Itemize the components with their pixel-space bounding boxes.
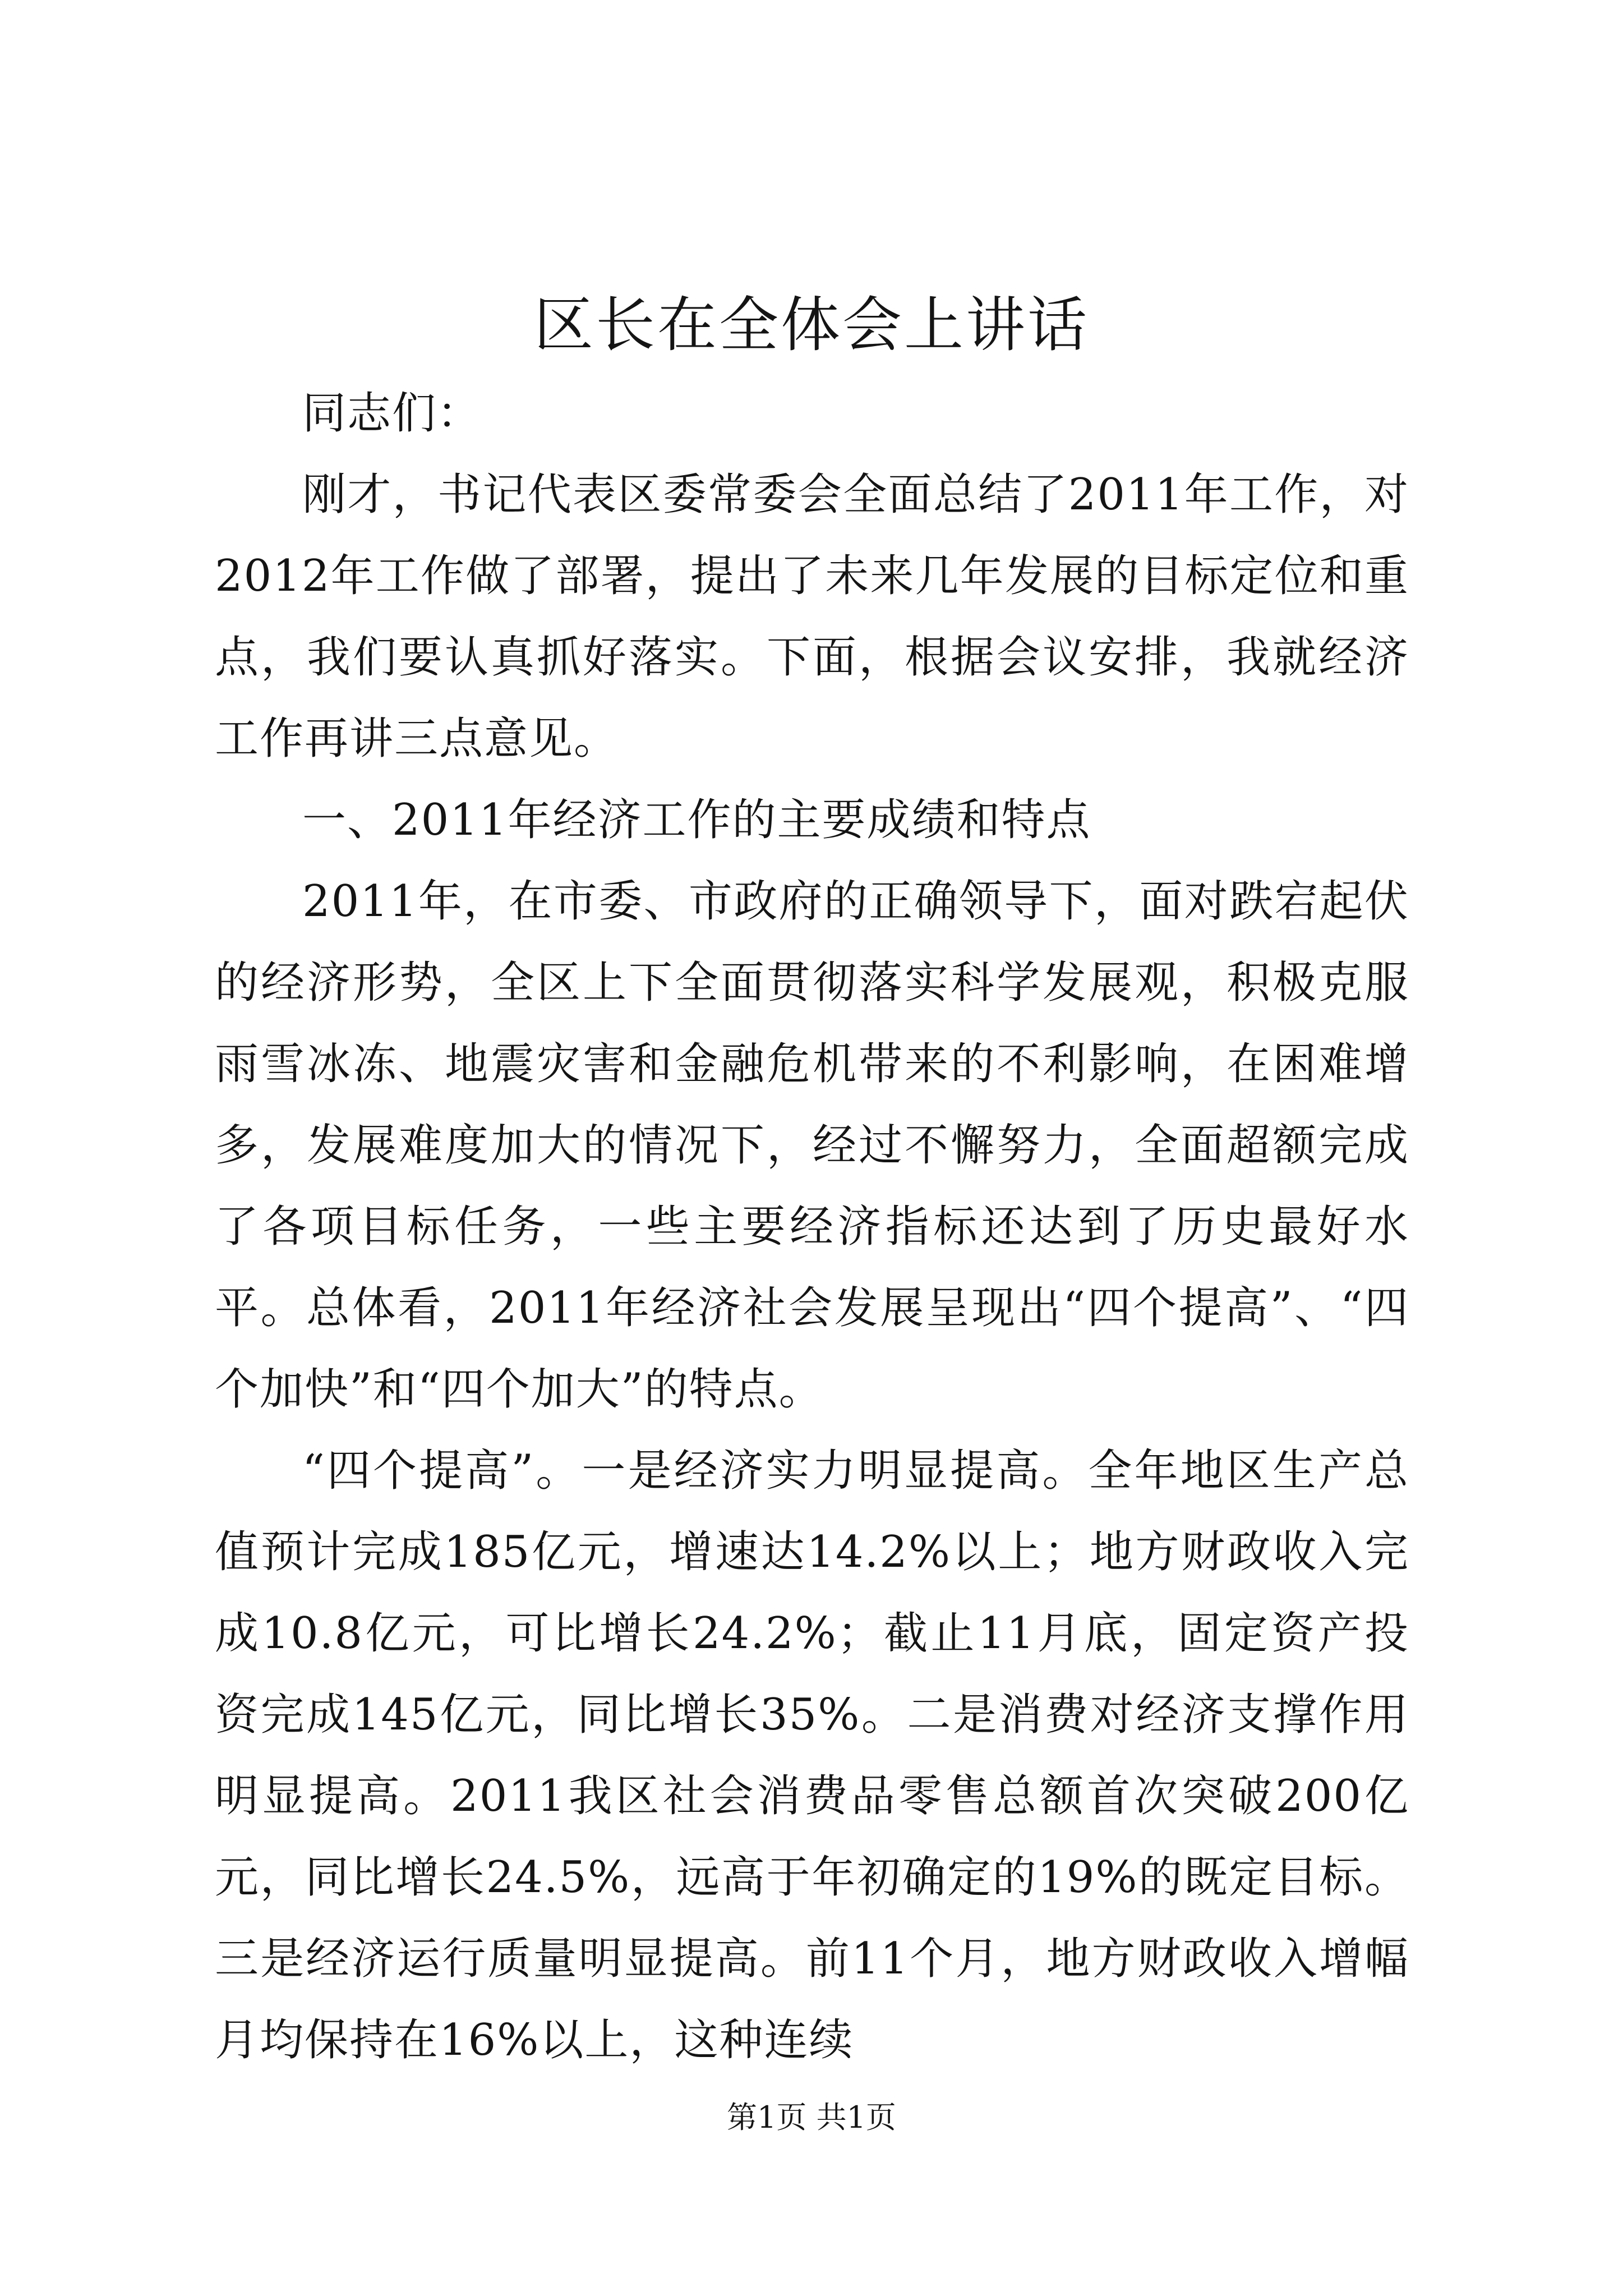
document-title: 区长在全体会上讲话 (534, 291, 1089, 360)
salutation-paragraph: 同志们： (302, 388, 482, 439)
section-heading: 一、2011年经济工作的主要成绩和特点 (302, 795, 1091, 845)
page-footer: 第1页 共1页 (727, 2100, 896, 2135)
body-paragraph: 2011年，在市委、市政府的正确领导下，面对跌宕起伏的经济形势，全区上下全面贯彻落实科学发展观，积极克服雨雪冰冻、地震灾害和金融危机带来的不利影响，在困难增多，发展难度加大的情况下，经过不懈努力，全面超额完成了各项目标任务，一些主要经济指标还达到了历史最好水平。总体看，2011年经济社会发展呈现出“四个提高”、“四个加快”和“四个加大”的特点。 (215, 876, 1409, 1415)
intro-paragraph: 刚才，书记代表区委常委会全面总结了2011年工作，对2012年工作做了部署，提出了未来几年发展的目标定位和重点，我们要认真抓好落实。下面，根据会议安排，我就经济工作再讲三点意见。 (215, 470, 1409, 764)
document-body (215, 373, 1409, 2081)
body-paragraph: “四个提高”。一是经济实力明显提高。全年地区生产总值预计完成185亿元，增速达14.2%以上；地方财政收入完成10.8亿元，可比增长24.2%；截止11月底，固定资产投资完成145亿元，同比增长35%。二是消费对经济支撑作用明显提高。2011我区社会消费品零售总额首次突破200亿元，同比增长24.5%，远高于年初确定的19%的既定目标。三是经济运行质量明显提高。前11个月，地方财政收入增幅月均保持在16%以上，这种连续 (215, 1446, 1409, 2065)
